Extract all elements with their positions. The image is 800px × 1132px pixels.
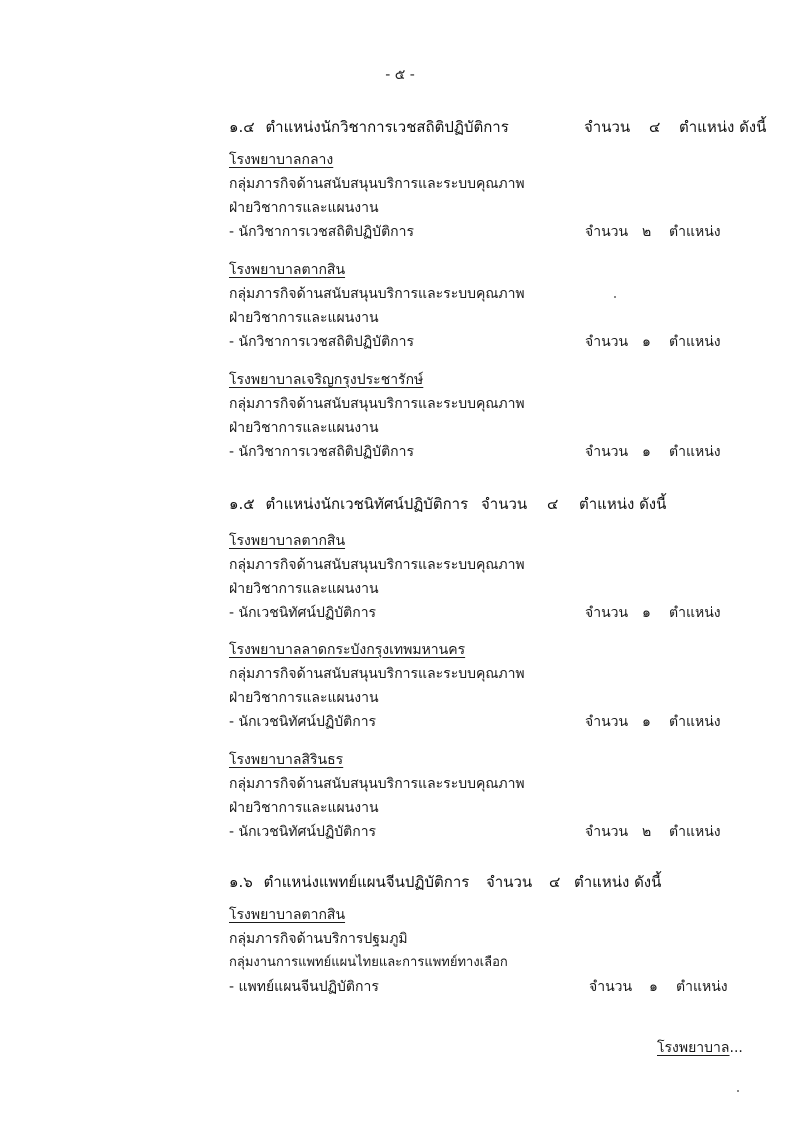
position-line (229, 440, 729, 464)
hospital-name: โรงพยาบาลลาดกระบังกรุงเทพมหานคร (229, 642, 466, 658)
division: ฝ่ายวิชาการและแผนงาน (229, 800, 379, 816)
position-name: - นักเวชนิทัศน์ปฏิบัติการ (229, 714, 377, 730)
section-quantity-label: จำนวน (481, 495, 528, 513)
section-quantity: ๔ (549, 873, 561, 891)
hospital-name: โรงพยาบาลตากสิน (229, 533, 346, 549)
quantity-unit: ตำแหน่ง (669, 444, 721, 460)
mission-group: กลุ่มภารกิจด้านสนับสนุนบริการและระบบคุณภาพ (229, 776, 525, 792)
scan-speck (737, 1090, 739, 1092)
position-name: - นักวิชาการเวชสถิติปฏิบัติการ (229, 334, 415, 350)
hospital-name: โรงพยาบาลตากสิน (229, 262, 346, 278)
division: ฝ่ายวิชาการและแผนงาน (229, 690, 379, 706)
scan-speck (614, 296, 616, 298)
quantity-unit: ตำแหน่ง (669, 824, 721, 840)
position-name: - นักวิชาการเวชสถิติปฏิบัติการ (229, 444, 415, 460)
entry-block (229, 258, 729, 354)
position-line (229, 330, 729, 354)
hospital-name: โรงพยาบาลสิรินธร (229, 752, 344, 768)
position-name: - แพทย์แผนจีนปฏิบัติการ (229, 979, 379, 995)
section-unit: ตำแหน่ง ดังนี้ (574, 873, 662, 891)
section-title: ตำแหน่งนักเวชนิทัศน์ปฏิบัติการ (265, 495, 469, 513)
quantity-value: ๑ (642, 605, 651, 621)
section-quantity-label: จำนวน (486, 873, 533, 891)
quantity-label: จำนวน (585, 224, 629, 240)
quantity-value: ๑ (649, 979, 658, 995)
quantity-label: จำนวน (585, 714, 629, 730)
hospital-name: โรงพยาบาลเจริญกรุงประชารักษ์ (229, 372, 424, 388)
mission-group: กลุ่มภารกิจด้านสนับสนุนบริการและระบบคุณภาพ (229, 396, 525, 412)
entry-block (229, 748, 729, 844)
mission-group: กลุ่มภารกิจด้านสนับสนุนบริการและระบบคุณภาพ (229, 176, 525, 192)
hospital-name: โรงพยาบาลกลาง (229, 152, 334, 168)
position-line (229, 820, 729, 844)
page-number: - ๕ - (385, 67, 415, 83)
section-unit: ตำแหน่ง ดังนี้ (679, 118, 767, 136)
entry-block (229, 903, 729, 999)
mission-group: กลุ่มภารกิจด้านสนับสนุนบริการและระบบคุณภาพ (229, 557, 525, 573)
quantity-value: ๒ (642, 224, 652, 240)
division: ฝ่ายวิชาการและแผนงาน (229, 310, 379, 326)
hospital-name: โรงพยาบาลตากสิน (229, 907, 346, 923)
quantity-unit: ตำแหน่ง (676, 979, 728, 995)
section-quantity-label: จำนวน (584, 118, 631, 136)
section-number: ๑.๔ (229, 118, 255, 136)
position-name: - นักวิชาการเวชสถิติปฏิบัติการ (229, 224, 415, 240)
position-line (229, 710, 729, 734)
entry-block (229, 638, 729, 734)
division: ฝ่ายวิชาการและแผนงาน (229, 200, 379, 216)
division: ฝ่ายวิชาการและแผนงาน (229, 581, 379, 597)
quantity-unit: ตำแหน่ง (669, 605, 721, 621)
entry-block (229, 368, 729, 464)
section-heading-1-4 (229, 116, 767, 138)
quantity-label: จำนวน (585, 605, 629, 621)
quantity-unit: ตำแหน่ง (669, 334, 721, 350)
mission-group: กลุ่มภารกิจด้านสนับสนุนบริการและระบบคุณภาพ (229, 666, 525, 682)
division: ฝ่ายวิชาการและแผนงาน (229, 420, 379, 436)
entry-block (229, 148, 729, 244)
section-heading-1-6 (229, 871, 662, 893)
section-number: ๑.๕ (229, 495, 255, 513)
position-name: - นักเวชนิทัศน์ปฏิบัติการ (229, 824, 377, 840)
mission-group: กลุ่มภารกิจด้านบริการปฐมภูมิ (229, 931, 408, 947)
position-line (229, 601, 729, 625)
quantity-unit: ตำแหน่ง (669, 224, 721, 240)
mission-group: กลุ่มภารกิจด้านสนับสนุนบริการและระบบคุณภาพ (229, 286, 525, 302)
section-unit: ตำแหน่ง ดังนี้ (579, 495, 667, 513)
quantity-value: ๑ (642, 334, 651, 350)
quantity-label: จำนวน (585, 444, 629, 460)
quantity-value: ๒ (642, 824, 652, 840)
section-number: ๑.๖ (229, 873, 253, 891)
section-title: ตำแหน่งนักวิชาการเวชสถิติปฏิบัติการ (265, 118, 509, 136)
quantity-value: ๑ (642, 444, 651, 460)
quantity-label: จำนวน (585, 334, 629, 350)
continuation-ellipsis: ... (729, 1040, 743, 1056)
continuation-text: โรงพยาบาล (657, 1040, 730, 1056)
section-heading-1-5 (229, 493, 667, 515)
position-line (229, 975, 729, 999)
quantity-label: จำนวน (589, 979, 633, 995)
section-quantity: ๔ (547, 495, 559, 513)
quantity-unit: ตำแหน่ง (669, 714, 721, 730)
division: กลุ่มงานการแพทย์แผนไทยและการแพทย์ทางเลือก (229, 955, 508, 970)
continuation-marker (657, 1037, 743, 1059)
quantity-value: ๑ (642, 714, 651, 730)
section-quantity: ๔ (649, 118, 661, 136)
entry-block (229, 529, 729, 625)
position-name: - นักเวชนิทัศน์ปฏิบัติการ (229, 605, 377, 621)
quantity-label: จำนวน (585, 824, 629, 840)
position-line (229, 220, 729, 244)
section-title: ตำแหน่งแพทย์แผนจีนปฏิบัติการ (263, 873, 470, 891)
